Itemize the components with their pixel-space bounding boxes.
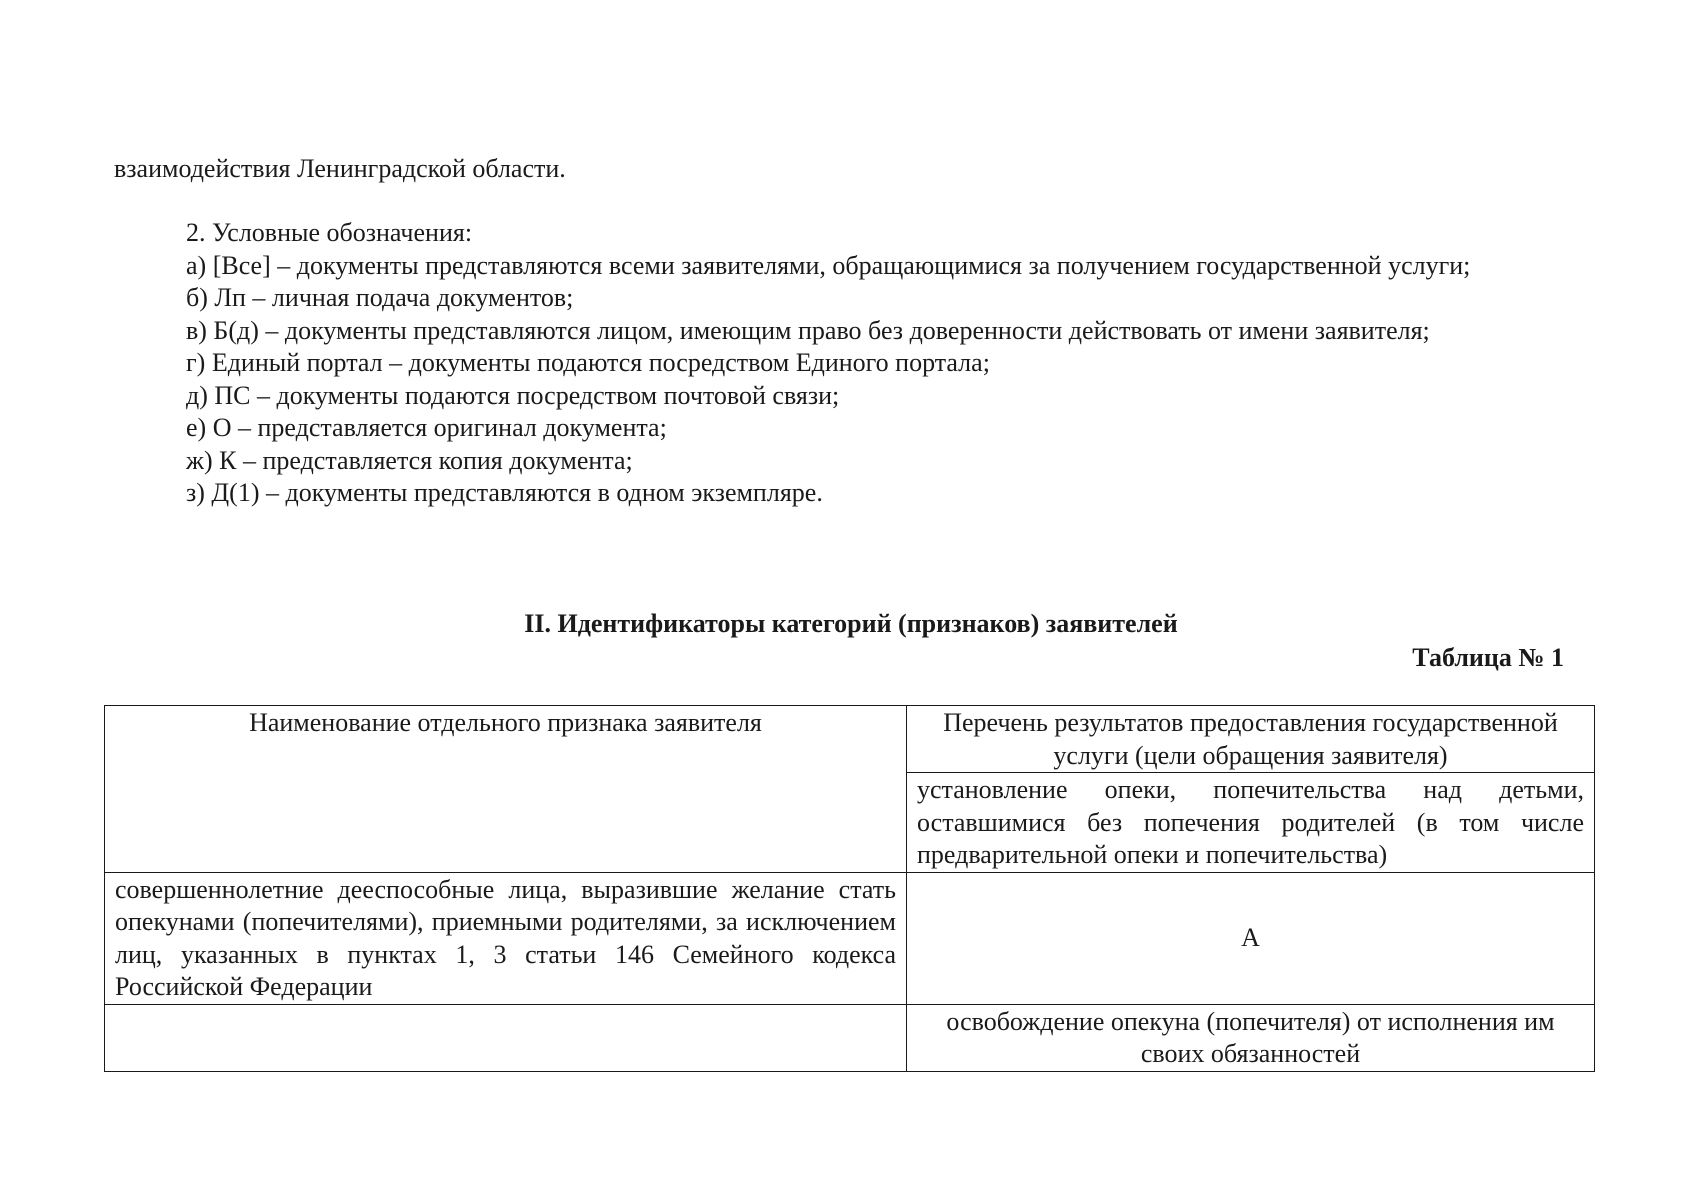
table-header-row <box>105 706 1595 773</box>
legend-item-personal: б) Лп – личная подача документов; <box>186 283 574 312</box>
header-results-cell: Перечень результатов предоставления государственной услуги (цели обращения заявителя) <box>907 706 1595 773</box>
legend-heading: 2. Условные обозначения: <box>186 218 473 247</box>
applicant-sign-cell: совершеннолетние дееспособные лица, выразившие желание стать опекунами (попечителями), приемными родителями, за исключением лиц, указанных в пунктах 1, 3 статьи 146 Семейного кодекса Российской Федерации <box>105 872 907 1004</box>
header-sign-cell: Наименование отдельного признака заявителя <box>105 706 907 873</box>
table-row <box>105 1004 1595 1071</box>
legend-item-original: е) О – представляется оригинал документа; <box>186 413 667 442</box>
legend-block <box>114 217 1588 510</box>
identifiers-table <box>104 705 1595 1072</box>
legend-item-no-proxy: в) Б(д) – документы представляются лицом, имеющим право без доверенности действовать от имени заявителя; <box>186 315 1430 345</box>
legend-item-one-copy: з) Д(1) – документы представляются в одном экземпляре. <box>186 478 823 507</box>
table-row <box>105 872 1595 1004</box>
goal-guardianship-cell: установление опеки, попечительства над детьми, оставшимися без попечения родителей (в том числе предварительной опеки и попечительства) <box>907 773 1595 873</box>
legend-item-portal: г) Единый портал – документы подаются посредством Единого портала; <box>186 348 990 377</box>
legend-item-all: а) [Все] – документы представляются всеми заявителями, обращающимися за получением государственной услуги; <box>186 250 1471 280</box>
legend-item-copy: ж) К – представляется копия документа; <box>186 445 633 475</box>
table-caption: Таблица № 1 <box>1412 643 1564 672</box>
empty-sign-cell <box>105 1004 907 1071</box>
goal-release-cell: освобождение опекуна (попечителя) от исполнения им своих обязанностей <box>907 1004 1595 1071</box>
result-code-cell: А <box>907 872 1595 1004</box>
section-title: II. Идентификаторы категорий (признаков) заявителей <box>524 609 1178 638</box>
legend-item-post: д) ПС – документы подаются посредством почтовой связи; <box>186 380 840 410</box>
intro-continuation: взаимодействия Ленинградской области. <box>114 154 566 183</box>
